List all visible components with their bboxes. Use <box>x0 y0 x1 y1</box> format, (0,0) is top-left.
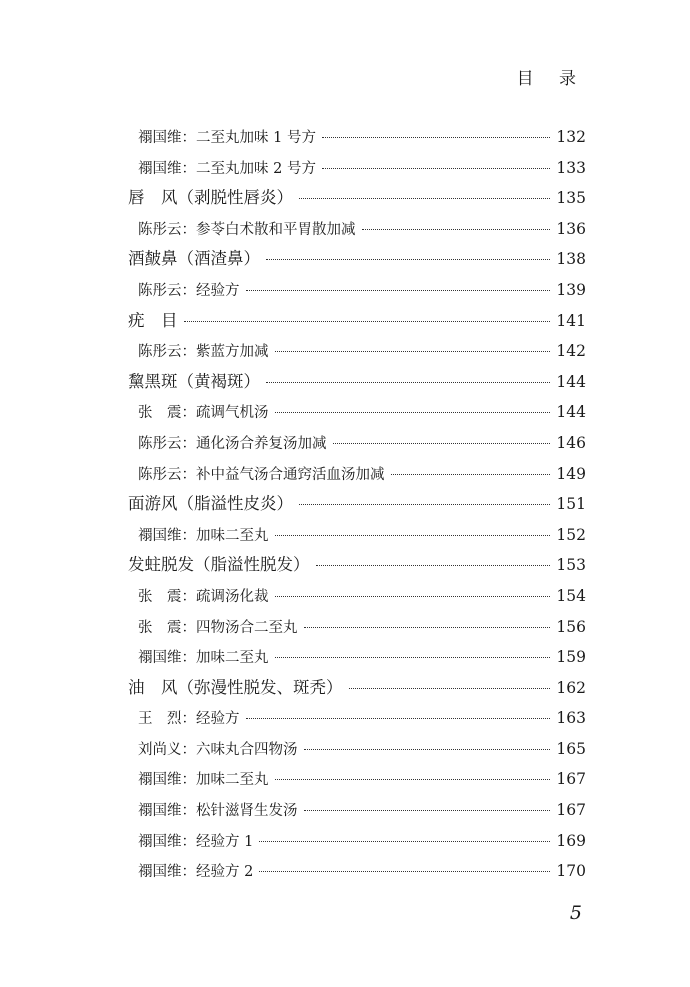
toc-entry-label: 禤国维：松针滋肾生发汤 <box>138 803 298 820</box>
dot-leader <box>275 535 551 536</box>
dot-leader <box>391 474 551 475</box>
toc-entry-label: 发蛀脱发（脂溢性脱发） <box>128 555 310 575</box>
toc-subentry <box>128 428 586 459</box>
toc-entry-page: 144 <box>556 372 586 391</box>
toc-entry-page: 169 <box>556 831 586 850</box>
toc-subentry <box>128 795 586 826</box>
toc-section-entry <box>128 550 586 581</box>
toc-entry-page: 167 <box>556 770 586 789</box>
toc-entry-label: 禤国维：经验方 1 <box>138 833 254 850</box>
toc-subentry <box>128 703 586 734</box>
toc-subentry <box>128 734 586 765</box>
toc-entry-page: 153 <box>556 556 586 575</box>
running-head: 目 录 <box>516 69 586 89</box>
toc-entry-label: 禤国维：经验方 2 <box>138 864 254 881</box>
toc-entry-label: 禤国维：二至丸加味 1 号方 <box>138 130 316 146</box>
dot-leader <box>266 259 550 260</box>
toc-subentry <box>128 856 586 887</box>
toc-subentry <box>128 214 586 245</box>
dot-leader <box>246 718 551 719</box>
toc-entry-label: 王 烈：经验方 <box>138 711 240 728</box>
dot-leader <box>266 382 550 383</box>
toc-entry-label: 禤国维：加味二至丸 <box>138 650 269 667</box>
toc-subentry <box>128 764 586 795</box>
dot-leader <box>304 810 551 811</box>
dot-leader <box>304 627 551 628</box>
dot-leader <box>333 443 551 444</box>
toc-entry-label: 油 风（弥漫性脱发、斑秃） <box>128 677 343 697</box>
toc-entry-page: 132 <box>556 128 586 146</box>
dot-leader <box>246 290 551 291</box>
toc-entry-label: 陈彤云：经验方 <box>138 282 240 299</box>
dot-leader <box>275 412 551 413</box>
toc-subentry <box>128 153 586 184</box>
toc-entry-page: 139 <box>556 280 586 299</box>
toc-entry-page: 149 <box>556 464 586 483</box>
dot-leader <box>316 565 551 566</box>
toc-section-entry <box>128 306 586 337</box>
dot-leader <box>299 198 550 199</box>
dot-leader <box>349 688 551 689</box>
toc-entry-page: 151 <box>556 495 586 514</box>
toc-subentry <box>128 336 586 367</box>
toc-entry-page: 141 <box>556 311 586 330</box>
toc-entry-page: 136 <box>556 219 586 238</box>
toc-entry-label: 陈彤云：补中益气汤合通窍活血汤加减 <box>138 466 385 483</box>
toc-entry-label: 陈彤云：通化汤合养复汤加减 <box>138 435 327 452</box>
toc-subentry <box>128 612 586 643</box>
toc-entry-page: 133 <box>556 158 586 177</box>
toc-entry-page: 167 <box>556 801 586 820</box>
table-of-contents <box>128 122 586 887</box>
toc-section-entry <box>128 244 586 275</box>
toc-entry-page: 156 <box>556 617 586 636</box>
toc-entry-label: 唇 风（剥脱性唇炎） <box>128 188 293 208</box>
toc-subentry <box>128 826 586 857</box>
toc-entry-label: 陈彤云：紫蓝方加减 <box>138 344 269 361</box>
toc-entry-label: 禤国维：加味二至丸 <box>138 527 269 544</box>
page-number: 5 <box>569 902 582 924</box>
toc-entry-label: 黧黑斑（黄褐斑） <box>128 371 260 391</box>
dot-leader <box>322 168 550 169</box>
toc-entry-label: 张 震：疏调气机汤 <box>138 405 269 422</box>
toc-section-entry <box>128 183 586 214</box>
dot-leader <box>275 779 551 780</box>
dot-leader <box>275 657 551 658</box>
toc-entry-page: 142 <box>556 342 586 361</box>
toc-section-entry <box>128 489 586 520</box>
toc-subentry <box>128 122 586 153</box>
toc-entry-page: 146 <box>556 433 586 452</box>
toc-subentry <box>128 520 586 551</box>
toc-entry-label: 禤国维：加味二至丸 <box>138 772 269 789</box>
toc-entry-page: 159 <box>556 648 586 667</box>
toc-subentry <box>128 275 586 306</box>
toc-entry-label: 陈彤云：参苓白术散和平胃散加减 <box>138 221 356 238</box>
toc-entry-label: 张 震：四物汤合二至丸 <box>138 619 298 636</box>
toc-entry-page: 163 <box>556 709 586 728</box>
toc-entry-page: 170 <box>556 862 586 881</box>
dot-leader <box>322 137 550 138</box>
dot-leader <box>362 229 551 230</box>
toc-entry-page: 162 <box>556 678 586 697</box>
toc-subentry <box>128 642 586 673</box>
toc-entry-page: 138 <box>556 250 586 269</box>
dot-leader <box>259 841 550 842</box>
toc-entry-page: 152 <box>556 525 586 544</box>
toc-entry-label: 禤国维：二至丸加味 2 号方 <box>138 160 316 177</box>
toc-entry-label: 疣 目 <box>128 310 178 330</box>
dot-leader <box>299 504 550 505</box>
dot-leader <box>275 596 551 597</box>
toc-subentry <box>128 581 586 612</box>
toc-entry-page: 154 <box>556 586 586 605</box>
toc-entry-label: 面游风（脂溢性皮炎） <box>128 494 293 514</box>
toc-subentry <box>128 459 586 490</box>
dot-leader <box>259 871 550 872</box>
dot-leader <box>304 749 551 750</box>
toc-section-entry <box>128 673 586 704</box>
toc-entry-label: 张 震：疏调汤化裁 <box>138 588 269 605</box>
toc-section-entry <box>128 367 586 398</box>
toc-entry-label: 刘尚义：六味丸合四物汤 <box>138 741 298 758</box>
toc-entry-page: 144 <box>556 403 586 422</box>
toc-subentry <box>128 397 586 428</box>
toc-entry-page: 135 <box>556 189 586 208</box>
dot-leader <box>275 351 551 352</box>
toc-entry-page: 165 <box>556 739 586 758</box>
dot-leader <box>184 321 551 322</box>
toc-entry-label: 酒皶鼻（酒渣鼻） <box>128 249 260 269</box>
